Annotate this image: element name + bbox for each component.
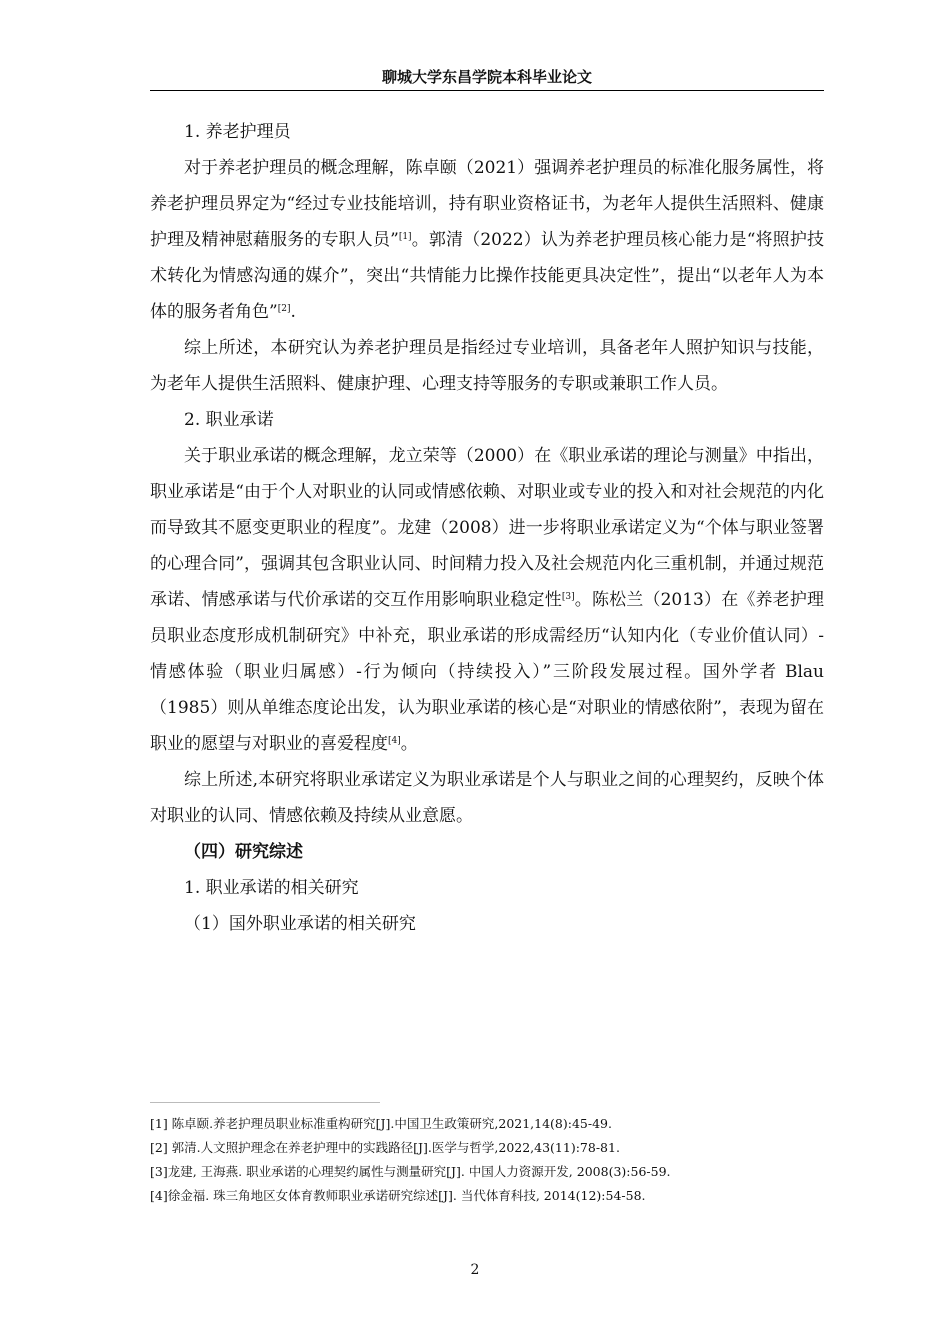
subheading-caregiver: 1. 养老护理员 (184, 122, 291, 142)
citation-4[interactable]: [4] (388, 736, 401, 746)
citation-1[interactable]: [1] (398, 232, 412, 242)
header-rule (150, 90, 824, 91)
citation-3[interactable]: [3] (561, 592, 575, 602)
subheading-commitment-research: 1. 职业承诺的相关研究 (184, 878, 359, 898)
running-header: 聊城大学东昌学院本科毕业论文 (381, 68, 592, 86)
text: 。陈松兰（2013）在《养老护理员职业态度形成机制研究》中补充，职业承诺的形成需经历“认知内化（专业价值认同）-情感体验（职业归属感）-行为倾向（持续投入）”三阶段发展过程。国外学者 Blau（1985）则从单维态度论出发，认为职业承诺的核心是“对职业的情感依附”，表现为留在职业的愿望与对职业的喜爱程度 (150, 590, 825, 754)
subheading-foreign-research: （1）国外职业承诺的相关研究 (184, 914, 416, 934)
paragraph-commitment-summary: 综上所述,本研究将职业承诺定义为职业承诺是个人与职业之间的心理契约，反映个体对职业的认同、情感依赖及持续从业意愿。 (150, 770, 824, 826)
text: 。郭清（2022）认为养老护理员核心能力是“将照护技术转化为情感沟通的媒介”，突出“共情能力比操作技能更具决定性”，提出“以老年人为本体的服务者角色” (150, 230, 824, 322)
text: 。 (400, 734, 418, 754)
paragraph-caregiver-summary: 综上所述，本研究认为养老护理员是指经过专业培训，具备老年人照护知识与技能，为老年人提供生活照料、健康护理、心理支持等服务的专职或兼职工作人员。 (150, 338, 824, 394)
footnotes (150, 1112, 824, 1208)
main-content (150, 114, 824, 942)
text: 对于养老护理员的概念理解，陈卓颐（2021）强调养老护理员的标准化服务属性，将养老护理员界定为“经过专业技能培训，持有职业资格证书，为老年人提供生活照料、健康护理及精神慰藉服务的专职人员” (150, 158, 824, 250)
footnote-4: [4]徐金福. 珠三角地区女体育教师职业承诺研究综述[J]. 当代体育科技, 2014(12):54-58. (150, 1188, 646, 1203)
paragraph-caregiver-definition (150, 150, 824, 330)
paragraph-commitment-definition (150, 438, 824, 762)
footnote-rule (150, 1102, 380, 1103)
page-number: 2 (470, 1262, 480, 1278)
section-heading-review: （四）研究综述 (184, 842, 303, 862)
text: 关于职业承诺的概念理解，龙立荣等（2000）在《职业承诺的理论与测量》中指出，职业承诺是“由于个人对职业的认同或情感依赖、对职业或专业的投入和对社会规范的内化而导致其不愿变更职业的程度”。龙建（2008）进一步将职业承诺定义为“个体与职业签署的心理合同”，强调其包含职业认同、时间精力投入及社会规范内化三重机制，并通过规范承诺、情感承诺与代价承诺的交互作用影响职业稳定性 (150, 446, 824, 610)
citation-2[interactable]: [2] (277, 304, 291, 314)
footnote-3: [3]龙建, 王海燕. 职业承诺的心理契约属性与测量研究[J]. 中国人力资源开发, 2008(3):56-59. (150, 1164, 671, 1179)
footnote-2: [2] 郭清.人文照护理念在养老护理中的实践路径[J].医学与哲学,2022,43(11):78-81. (150, 1140, 620, 1155)
footnote-1: [1] 陈卓颐.养老护理员职业标准重构研究[J].中国卫生政策研究,2021,14(8):45-49. (150, 1116, 612, 1131)
subheading-career-commitment: 2. 职业承诺 (184, 410, 274, 430)
text: . (290, 302, 296, 322)
